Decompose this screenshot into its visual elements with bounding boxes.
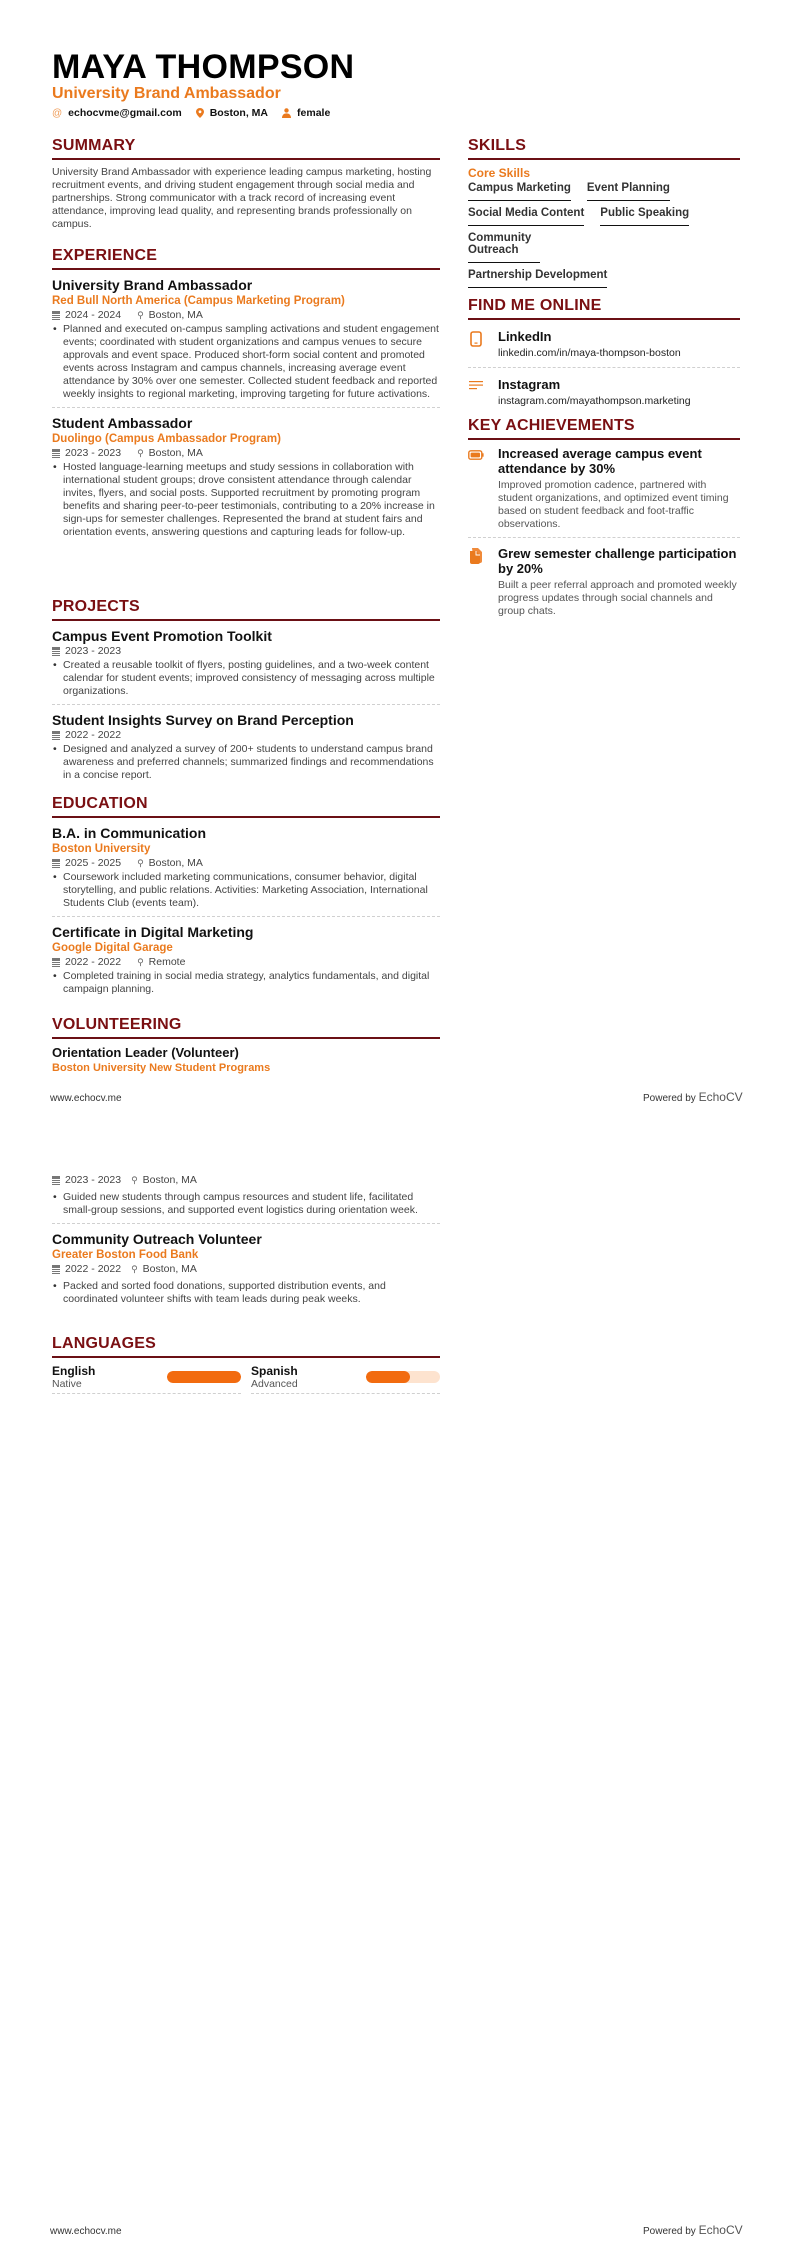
location-pin-icon: ⚲ <box>131 1264 138 1274</box>
location-pin-icon: ⚲ <box>137 957 144 967</box>
bullet-item: • Packed and sorted food donations, supported distribution events, and coordinated volunteer shifts with team leads during peak weeks. <box>52 1280 440 1306</box>
skill-tag: Event Planning <box>587 182 670 201</box>
dates: 2023 - 2023 <box>65 645 122 657</box>
location-pin-icon: ⚲ <box>137 310 144 320</box>
calendar-icon <box>52 731 60 740</box>
entry-meta <box>52 857 440 870</box>
experience-entry <box>52 414 440 545</box>
footer-powered-by <box>643 1090 743 1104</box>
bullet-item: • Guided new students through campus resources and student life, facilitated small-group sessions, and supported event logistics during orientation week. <box>52 1191 440 1217</box>
organization-name: Boston University New Student Programs <box>52 1062 271 1074</box>
skill-category: Core Skills <box>468 166 531 180</box>
institution-name: Google Digital Garage <box>52 942 173 954</box>
location: Remote <box>148 956 186 968</box>
organization-name: Greater Boston Food Bank <box>52 1249 199 1261</box>
dates: 2022 - 2022 <box>65 956 122 968</box>
powered-by-text: Powered by <box>643 1093 696 1104</box>
calendar-icon <box>52 958 60 967</box>
bullet-item: • Completed training in social media strategy, analytics fundamentals, and digital campaign planning. <box>52 970 440 996</box>
dates: 2023 - 2023 <box>65 1174 122 1186</box>
summary-text: University Brand Ambassador with experience leading campus marketing, hosting recruitment events, and driving student engagement through social media and partnerships. Strong communicator with a track record of increasing event attendance, improving lead quality, and representing brands professionally on campus. <box>52 166 432 230</box>
entry-meta <box>52 645 440 658</box>
bullet-item: • Designed and analyzed a survey of 200+ students to understand campus brand awareness and preferred channels; summarized findings and recommendations in a concise report. <box>52 743 440 782</box>
brand-name: EchoCV <box>698 1090 743 1104</box>
entry-meta <box>52 309 440 322</box>
at-icon: @ <box>52 107 63 119</box>
location-pin-icon: ⚲ <box>131 1175 138 1185</box>
candidate-title: University Brand Ambassador <box>52 85 281 102</box>
skill-list <box>468 182 740 288</box>
calendar-icon <box>52 449 60 458</box>
footer-website[interactable]: www.echocv.me <box>50 1093 122 1104</box>
achievement-item <box>468 546 740 624</box>
company-name: Red Bull North America (Campus Marketing Program) <box>52 295 345 307</box>
experience-entry <box>52 276 440 408</box>
volunteer-entry <box>52 1230 440 1312</box>
education-entry <box>52 923 440 1002</box>
calendar-icon <box>52 311 60 320</box>
skill-tag: Public Speaking <box>600 207 689 226</box>
skill-tag: Campus Marketing <box>468 182 571 201</box>
online-profile-instagram[interactable] <box>468 374 740 415</box>
section-title: LANGUAGES <box>52 1336 440 1358</box>
language-level: Native <box>52 1378 82 1390</box>
proficiency-fill <box>167 1371 241 1383</box>
job-title: University Brand Ambassador <box>52 277 253 293</box>
calendar-icon <box>52 1176 60 1185</box>
entry-meta <box>52 447 440 460</box>
dates: 2022 - 2022 <box>65 729 122 741</box>
bullet-item: • Hosted language-learning meetups and study sessions in collaboration with international student groups; drove consistent attendance through calendar invites, flyers, and social posts. Supported recruitment by promoting program benefits and sharing peer-to-peer testimonials, contributing to a 20% increase in sign-ups for semester challenges. Represented the brand at student fairs and orientation events, answering questions and capturing leads for follow-up. <box>52 461 440 539</box>
bullet-item: • Planned and executed on-campus sampling activations and student engagement events; coordinated with student organizations and campus venues to secure approvals and event space. Produced short-form social content and promoted events across Instagram and campus channels, increasing average event attendance by 30% over one semester. Collected student feedback and reported weekly insights to regional marketing, improving targeting for future activations. <box>52 323 440 401</box>
dates: 2022 - 2022 <box>65 1263 122 1275</box>
achievement-description: Improved promotion cadence, partnered with student organizations, and optimized event timing based on student feedback and foot-traffic observations. <box>498 479 729 530</box>
section-title: EXPERIENCE <box>52 248 440 270</box>
entry-meta <box>52 956 440 969</box>
documents-icon <box>469 548 483 564</box>
language-item <box>52 1364 241 1394</box>
bullet-item: • Created a reusable toolkit of flyers, posting guidelines, and a two-week content calendar for student events; improved consistency of messaging across multiple organizations. <box>52 659 440 698</box>
proficiency-bar <box>167 1371 241 1383</box>
entry-meta <box>52 729 440 742</box>
contact-row <box>52 107 330 119</box>
lines-icon <box>469 379 483 391</box>
language-list <box>52 1364 440 1394</box>
section-title: EDUCATION <box>52 796 440 818</box>
entry-meta <box>52 1174 440 1187</box>
profile-name: Instagram <box>498 377 561 392</box>
degree-title: B.A. in Communication <box>52 825 206 841</box>
skill-tag: Partnership Development <box>468 269 607 288</box>
volunteering-continued <box>52 1174 440 1318</box>
section-title: VOLUNTEERING <box>52 1017 440 1039</box>
location: Boston, MA <box>148 447 203 459</box>
language-name: English <box>52 1364 96 1378</box>
section-title: KEY ACHIEVEMENTS <box>468 418 740 440</box>
profile-name: LinkedIn <box>498 329 552 344</box>
dates: 2023 - 2023 <box>65 447 122 459</box>
email-text: echocvme@gmail.com <box>68 107 182 119</box>
language-level: Advanced <box>251 1378 298 1390</box>
skills-section <box>468 138 740 288</box>
location: Boston, MA <box>142 1263 197 1275</box>
gender-text: female <box>297 107 331 119</box>
role-title: Orientation Leader (Volunteer) <box>52 1045 239 1060</box>
calendar-icon <box>52 647 60 656</box>
job-title: Student Ambassador <box>52 415 193 431</box>
location: Boston, MA <box>142 1174 197 1186</box>
section-title: SKILLS <box>468 138 740 160</box>
contact-gender <box>282 107 330 119</box>
section-title: FIND ME ONLINE <box>468 298 740 320</box>
achievements-section <box>468 418 740 632</box>
skill-tag: Social Media Content <box>468 207 584 226</box>
achievement-item <box>468 446 740 538</box>
person-icon <box>282 108 291 118</box>
online-profile-linkedin[interactable] <box>468 326 740 368</box>
location-text: Boston, MA <box>209 107 269 119</box>
project-entry <box>52 627 440 705</box>
project-entry <box>52 711 440 788</box>
projects-section <box>52 599 440 794</box>
powered-by-text: Powered by <box>643 2226 696 2237</box>
location-pin-icon <box>196 108 204 118</box>
profile-url[interactable]: instagram.com/mayathompson.marketing <box>498 395 691 407</box>
dates: 2024 - 2024 <box>65 309 122 321</box>
role-title: Community Outreach Volunteer <box>52 1231 262 1247</box>
contact-email[interactable] <box>52 107 182 119</box>
proficiency-bar <box>366 1371 440 1383</box>
candidate-name: MAYA THOMPSON <box>52 48 355 86</box>
project-title: Campus Event Promotion Toolkit <box>52 628 272 644</box>
skill-tag: Community Outreach <box>468 232 540 263</box>
bullet-item: • Coursework included marketing communications, consumer behavior, digital storytelling, and public relations. Activities: Marketing Association, International Students Club (events team). <box>52 871 440 910</box>
achievement-description: Built a peer referral approach and promoted weekly progress updates through social channels and group chats. <box>498 579 737 617</box>
project-title: Student Insights Survey on Brand Perception <box>52 712 354 728</box>
institution-name: Boston University <box>52 843 151 855</box>
footer-powered-by <box>643 2223 743 2237</box>
tablet-icon <box>470 331 482 347</box>
degree-title: Certificate in Digital Marketing <box>52 924 254 940</box>
education-entry <box>52 824 440 917</box>
profile-url[interactable]: linkedin.com/in/maya-thompson-boston <box>498 347 681 359</box>
volunteering-section <box>52 1017 440 1076</box>
section-title: PROJECTS <box>52 599 440 621</box>
battery-icon <box>468 450 484 460</box>
calendar-icon <box>52 859 60 868</box>
location: Boston, MA <box>148 309 203 321</box>
calendar-icon <box>52 1265 60 1274</box>
contact-location <box>196 107 268 119</box>
languages-section <box>52 1336 440 1394</box>
experience-section <box>52 248 440 551</box>
location: Boston, MA <box>148 857 203 869</box>
brand-name: EchoCV <box>698 2223 743 2237</box>
online-section <box>468 298 740 421</box>
location-pin-icon: ⚲ <box>137 858 144 868</box>
location-pin-icon: ⚲ <box>137 448 144 458</box>
volunteer-entry <box>52 1174 440 1224</box>
entry-meta <box>52 1263 440 1276</box>
section-title: SUMMARY <box>52 138 440 160</box>
footer-website[interactable]: www.echocv.me <box>50 2226 122 2237</box>
language-name: Spanish <box>251 1364 298 1378</box>
summary-section <box>52 138 440 231</box>
achievement-title: Increased average campus event attendance by 30% <box>498 446 702 476</box>
company-name: Duolingo (Campus Ambassador Program) <box>52 433 281 445</box>
education-section <box>52 796 440 1008</box>
achievement-title: Grew semester challenge participation by 20% <box>498 546 737 576</box>
language-item <box>251 1364 440 1394</box>
proficiency-fill <box>366 1371 410 1383</box>
dates: 2025 - 2025 <box>65 857 122 869</box>
